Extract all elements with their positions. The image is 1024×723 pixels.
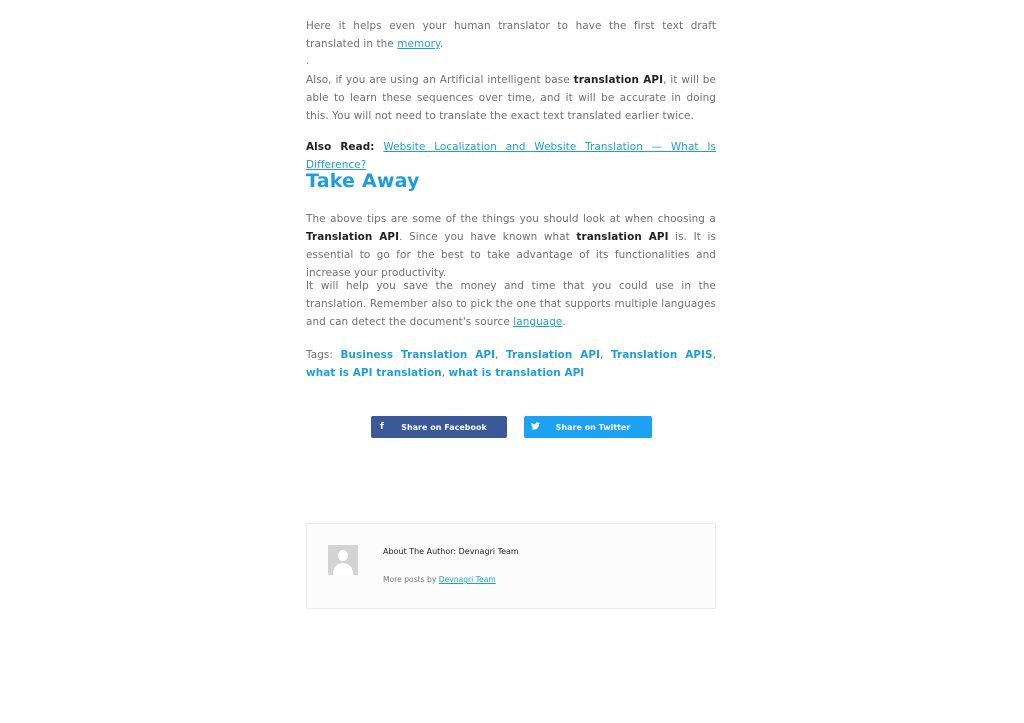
- also-read-label: Also Read:: [306, 141, 375, 153]
- paragraph-text: .: [439, 38, 444, 50]
- tags-label: Tags:: [306, 349, 334, 361]
- paragraph-text: The above tips are some of the things you should look at when choosing a: [306, 213, 716, 225]
- more-posts-prefix: More posts by: [383, 575, 439, 584]
- share-facebook-button[interactable]: [371, 416, 507, 438]
- share-twitter-label: Share on Twitter: [555, 422, 631, 432]
- share-facebook-label: Share on Facebook: [401, 422, 487, 432]
- tag-link[interactable]: Business Translation API: [340, 349, 496, 361]
- also-read: [306, 138, 716, 174]
- tag-link[interactable]: Translation API: [506, 349, 601, 361]
- bold-text: Translation API: [306, 231, 400, 243]
- bold-text: translation API: [573, 74, 664, 86]
- paragraph-ai-api: [306, 71, 716, 125]
- paragraph-text: , it will be able to learn these sequences over time, and it will be accurate in doing this. You will not need to translate the exact text translated earlier twice.: [306, 74, 716, 122]
- author-link[interactable]: Devnagri Team: [438, 575, 496, 584]
- also-read-link[interactable]: Website Localization and Website Translation — What Is Difference?: [306, 141, 717, 171]
- language-link[interactable]: language: [513, 316, 563, 328]
- avatar: [328, 545, 358, 575]
- facebook-icon: f: [380, 422, 384, 432]
- paragraph-take-away: [306, 210, 716, 282]
- paragraph-save-money: [306, 277, 716, 331]
- tags-line: Tags: Business Translation API, Translation API, Translation APIS, what is API translation, what is translation API: [306, 349, 717, 379]
- stray-dot: .: [306, 56, 310, 67]
- share-twitter-button[interactable]: [524, 416, 652, 438]
- paragraph-text: It will help you save the money and time that you could use in the translation. Remember also to pick the one that supports multiple languages and can detect the document's source: [306, 280, 716, 328]
- paragraph-text: Here it helps even your human translator to have the first text draft translated in the: [306, 20, 716, 50]
- paragraph-memory: [306, 17, 716, 53]
- paragraph-text: is. It is essential to go for the best to take advantage of its functionalities and increase your productivity.: [306, 231, 717, 279]
- tag-link[interactable]: what is API translation: [306, 367, 442, 379]
- tag-link[interactable]: what is translation API: [448, 367, 585, 379]
- paragraph-text: .: [562, 316, 566, 328]
- paragraph-text: Also, if you are using an Artificial intelligent base: [306, 74, 574, 86]
- author-box: [306, 523, 716, 609]
- author-title: About The Author: Devnagri Team: [383, 547, 519, 556]
- paragraph-text: . Since you have known what: [399, 231, 577, 243]
- bold-text: translation API: [576, 231, 669, 243]
- tag-link[interactable]: Translation APIS: [610, 349, 713, 361]
- twitter-icon: [524, 422, 546, 433]
- author-more-posts: [383, 575, 496, 584]
- memory-link[interactable]: memory: [397, 38, 440, 50]
- section-heading: Take Away: [306, 170, 420, 192]
